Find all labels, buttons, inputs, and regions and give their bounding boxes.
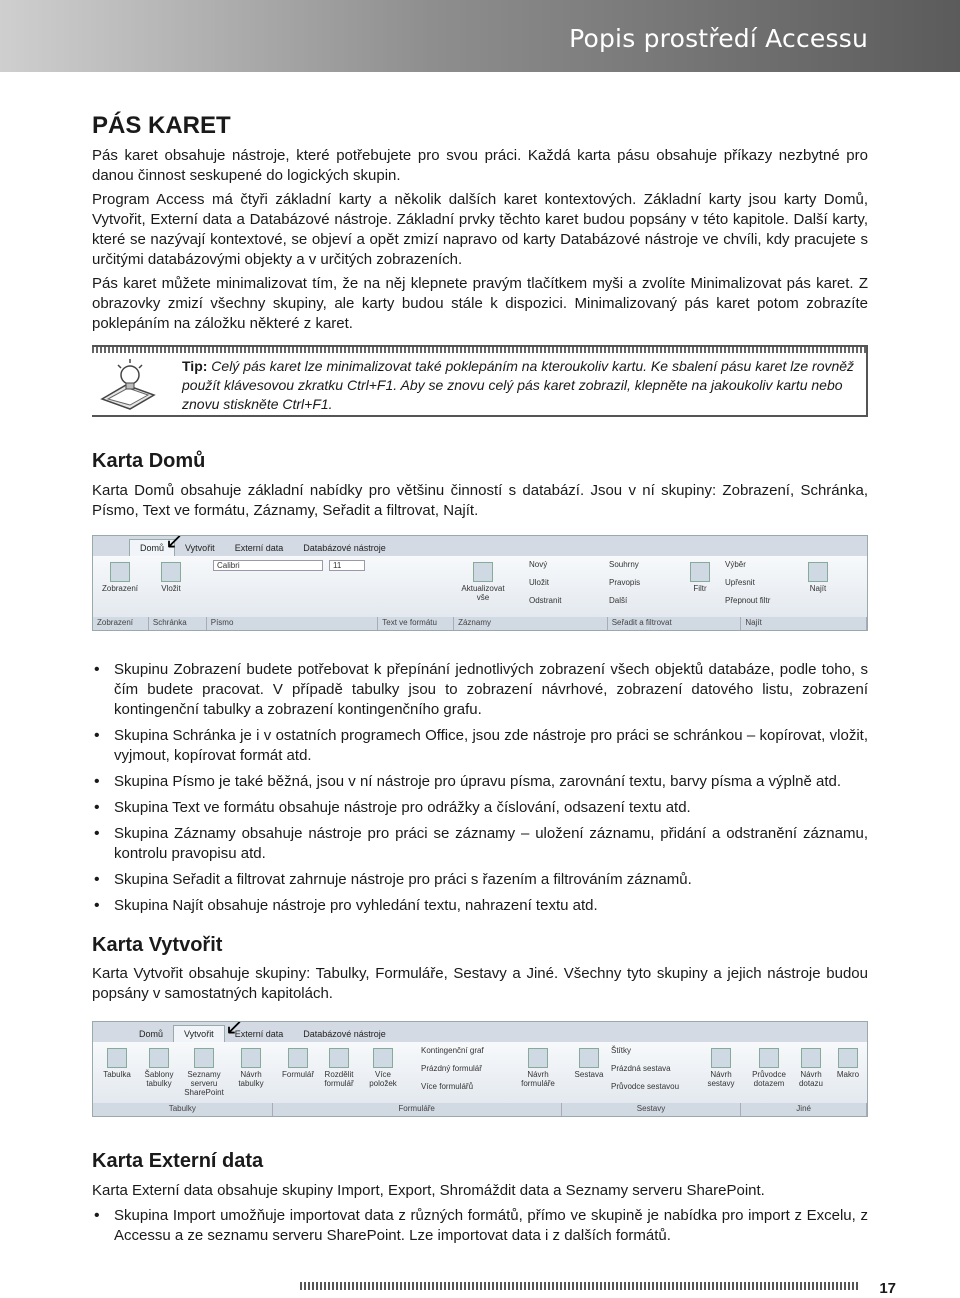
aktualizovat-button[interactable] — [455, 562, 511, 602]
vyber-button[interactable]: Výběr — [725, 560, 746, 569]
font-size-select[interactable]: 11 — [329, 560, 365, 571]
lightbulb-book-icon — [98, 355, 158, 411]
pruvodce-dotazem-label: Průvodce dotazem — [752, 1070, 786, 1088]
page-number: 17 — [879, 1280, 896, 1297]
tabulka-button[interactable] — [97, 1048, 137, 1079]
sablony-tabulky-button[interactable] — [139, 1048, 179, 1088]
paragraph-1: Pás karet obsahuje nástroje, které potřebujete pro svou práci. Každá karta pásu obsahuje příkazy nezbytné pro danou činnost seskupené do logických skupin. — [92, 147, 868, 184]
formular-button[interactable] — [279, 1048, 317, 1079]
navrh-formulare-label: Návrh formuláře — [521, 1070, 555, 1088]
query-wizard-icon — [759, 1048, 779, 1068]
ribbon-vytvorit-groups — [93, 1103, 867, 1117]
ribbon-vytvorit — [92, 1021, 868, 1117]
paragraph-2: Program Access má čtyři základní karty a několik dalších karet kontextových. Základní karty jsou karty Domů, Vytvořit, Externí data a Databázové nástroje. Základní prvky těchto karet budou popsány v této kapitole. Další karty, které se nazývají kontextové, se objeví a opět zmizí napravo od karty Databázové nástroje ve chvíli, kdy pracujete s určitými databázovými objekty a v určitých zobrazeních. — [92, 191, 868, 268]
form-icon — [288, 1048, 308, 1068]
list-item: • Skupina Seřadit a filtrovat zahrnuje nástroje pro práci s řazením a filtrováním záznamů. — [92, 870, 868, 890]
heading-domu: Karta Domů — [92, 450, 206, 472]
multiple-items-icon — [373, 1048, 393, 1068]
tab-vytvorit[interactable]: Vytvořit — [173, 1025, 225, 1042]
kontingencni-graf-button[interactable]: Kontingenční graf — [421, 1046, 484, 1055]
filtr-label: Filtr — [693, 584, 707, 593]
tip-text — [182, 357, 860, 414]
tip-box — [92, 345, 868, 417]
makro-button[interactable] — [831, 1048, 865, 1079]
list-item: • Skupina Text ve formátu obsahuje nástroje pro odrážky a číslování, odsazení textu atd. — [92, 798, 868, 818]
list-item: • Skupina Schránka je i v ostatních programech Office, jsou zde nástroje pro práci se schránkou – kopírovat, vložit, vyjmout, kopírovat formát atd. — [92, 726, 868, 766]
tab-databazove-nastroje[interactable]: Databázové nástroje — [303, 543, 386, 553]
footer-line — [300, 1282, 860, 1290]
binoculars-icon — [808, 562, 828, 582]
vice-polozek-label: Více položek — [369, 1070, 397, 1088]
section-title: PÁS KARET — [92, 112, 231, 139]
vytvorit-intro: Karta Vytvořit obsahuje skupiny: Tabulky, Formuláře, Sestavy a Jiné. Všechny tyto skupiny a jejich nástroje budou popsány v samostatných kapitolách. — [92, 965, 868, 1002]
souhrny-button[interactable]: Souhrny — [609, 560, 639, 569]
prazdna-sestava-button[interactable]: Prázdná sestava — [611, 1064, 671, 1073]
filter-icon — [690, 562, 710, 582]
domu-bullets — [92, 660, 868, 922]
zobrazeni-label: Zobrazení — [101, 584, 139, 593]
tab-externi-data[interactable]: Externí data — [234, 1029, 284, 1039]
vice-polozek-button[interactable] — [363, 1048, 403, 1088]
form-design-icon — [528, 1048, 548, 1068]
rozdelit-formular-button[interactable] — [319, 1048, 359, 1088]
sestava-button[interactable] — [571, 1048, 607, 1079]
externi-intro: Karta Externí data obsahuje skupiny Import, Export, Shromáždit data a Seznamy serveru SharePoint. — [92, 1182, 765, 1199]
group-text-ve-formatu: Text ve formátu — [378, 617, 454, 631]
seznamy-label: Seznamy serveru SharePoint — [184, 1070, 224, 1097]
najit-label: Najít — [809, 584, 827, 593]
chapter-title: Popis prostředí Accessu — [569, 24, 868, 53]
pruvodce-dotazem-button[interactable] — [749, 1048, 789, 1088]
ulozit-button[interactable]: Uložit — [529, 578, 550, 587]
ribbon-vytvorit-body — [93, 1042, 867, 1117]
navrh-sestavy-label: Návrh sestavy — [707, 1070, 735, 1088]
ribbon-domu-tabs — [93, 536, 867, 556]
sharepoint-icon — [194, 1048, 214, 1068]
list-item: • Skupina Najít obsahuje nástroje pro vyhledání textu, nahrazení textu atd. — [92, 896, 868, 916]
tab-externi-data[interactable]: Externí data — [234, 543, 284, 553]
navrh-tabulky-button[interactable] — [231, 1048, 271, 1088]
seznamy-sharepoint-button[interactable] — [181, 1048, 227, 1097]
font-name-select[interactable]: Calibri — [213, 560, 323, 571]
stitky-button[interactable]: Štítky — [611, 1046, 632, 1055]
report-design-icon — [711, 1048, 731, 1068]
sablony-label: Šablony tabulky — [144, 1070, 174, 1088]
tab-vytvorit[interactable]: Vytvořit — [185, 543, 215, 553]
list-item: • Skupina Písmo je také běžná, jsou v ní nástroje pro úpravu písma, zarovnání textu, barvy písma a výplně atd. — [92, 772, 868, 792]
najit-button[interactable] — [801, 562, 835, 593]
group-seradit-filtrovat: Seřadit a filtrovat — [608, 617, 742, 631]
split-form-icon — [329, 1048, 349, 1068]
header-bar — [0, 0, 960, 72]
table-design-icon — [241, 1048, 261, 1068]
formular-label: Formulář — [281, 1070, 314, 1079]
vice-formularu-button[interactable]: Více formulářů — [421, 1082, 474, 1091]
filtr-button[interactable] — [683, 562, 717, 593]
upresnit-button[interactable]: Upřesnit — [725, 578, 755, 587]
group-jine: Jiné — [741, 1103, 867, 1117]
tab-databazove-nastroje[interactable]: Databázové nástroje — [303, 1029, 386, 1039]
tip-label: Tip: — [182, 358, 208, 374]
vlozit-button[interactable] — [151, 562, 191, 593]
group-najit: Najít — [741, 617, 867, 631]
pointer-arrow-icon: ↙ — [225, 1021, 244, 1039]
tab-domu[interactable]: Domů — [139, 1029, 164, 1039]
ribbon-domu-groups — [93, 617, 867, 631]
pointer-arrow-icon: ↙ — [165, 535, 184, 553]
refresh-icon — [473, 562, 493, 582]
aktualizovat-label: Aktualizovat vše — [461, 584, 505, 602]
odstranit-button[interactable]: Odstranit — [529, 596, 562, 605]
sestava-label: Sestava — [574, 1070, 604, 1079]
paragraph-3: Pás karet můžete minimalizovat tím, že na něj klepnete pravým tlačítkem myši a zvolíte Minimalizovat pás karet. Z obrazovky zmizí všechny skupiny, ale karty budou stále k dispozici. Minimalizovaný pás karet potom zobrazíte poklepáním na záložku některé z karet. — [92, 275, 868, 332]
tip-bar — [92, 347, 866, 353]
rozdelit-label: Rozdělit formulář — [324, 1070, 354, 1088]
ribbon-domu-body — [93, 556, 867, 631]
navrh-dotazu-label: Návrh dotazu — [798, 1070, 824, 1088]
paste-icon — [161, 562, 181, 582]
group-tabulky: Tabulky — [93, 1103, 273, 1117]
heading-externi-data: Karta Externí data — [92, 1150, 264, 1172]
tip-body: Celý pás karet lze minimalizovat také poklepáním na kteroukoliv kartu. Ke sbalení pásu karet lze rovněž použít klávesovou zkratku Ctrl+F1. Aby se znovu celý pás karet zobrazil, klepněte na jakoukoliv kartu nebo znovu stiskněte Ctrl+F1. — [182, 358, 855, 412]
report-icon — [579, 1048, 599, 1068]
list-item: • Skupina Záznamy obsahuje nástroje pro práci se záznamy – uložení záznamu, přidání a odstranění záznamu, kontrolu pravopisu atd. — [92, 824, 868, 864]
list-item: • Skupinu Zobrazení budete potřebovat k přepínání jednotlivých zobrazení všech objektů databáze, podle toho, s čím budete pracovat. V případě tabulky jsou to zobrazení návrhové, zobrazení datového listu, zobrazení kontingenční tabulky a zobrazení kontingenčního grafu. — [92, 660, 868, 720]
prepnout-filtr-button[interactable]: Přepnout filtr — [725, 596, 771, 605]
group-zobrazeni: Zobrazení — [93, 617, 149, 631]
makro-label: Makro — [836, 1070, 860, 1079]
group-pismo: Písmo — [207, 617, 379, 631]
vlozit-label: Vložit — [161, 584, 181, 593]
domu-intro: Karta Domů obsahuje základní nabídky pro většinu činností s databází. Jsou v ní skupiny: Zobrazení, Schránka, Písmo, Text ve formátu, Záznamy, Seřadit a filtrovat, Najít. — [92, 482, 868, 519]
table-icon — [107, 1048, 127, 1068]
pravopis-button[interactable]: Pravopis — [609, 578, 641, 587]
prazdny-formular-button[interactable]: Prázdný formulář — [421, 1064, 482, 1073]
zobrazeni-button[interactable] — [97, 562, 143, 593]
list-item: • Skupina Import umožňuje importovat data z různých formátů, přímo ve skupině je nabídka pro import z Excelu, z Accessu a ze seznamu serveru SharePoint. Lze importovat data i z dalších formátů. — [92, 1206, 868, 1246]
query-design-icon — [801, 1048, 821, 1068]
navrh-sestavy-button[interactable] — [703, 1048, 739, 1088]
group-schranka: Schránka — [149, 617, 207, 631]
navrh-dotazu-button[interactable] — [793, 1048, 829, 1088]
tab-domu[interactable]: Domů — [129, 539, 175, 556]
navrh-formulare-button[interactable] — [515, 1048, 561, 1088]
group-sestavy: Sestavy — [562, 1103, 742, 1117]
navrh-tabulky-label: Návrh tabulky — [238, 1070, 264, 1088]
ribbon-domu — [92, 535, 868, 631]
externi-bullets — [92, 1206, 868, 1252]
novy-button[interactable]: Nový — [529, 560, 548, 569]
pruvodce-sestavou-button[interactable]: Průvodce sestavou — [611, 1082, 680, 1091]
ribbon-vytvorit-tabs — [93, 1022, 867, 1042]
view-icon — [110, 562, 130, 582]
table-template-icon — [149, 1048, 169, 1068]
group-zaznamy: Záznamy — [454, 617, 608, 631]
dalsi-button[interactable]: Další — [609, 596, 628, 605]
heading-vytvorit: Karta Vytvořit — [92, 934, 223, 956]
tabulka-label: Tabulka — [103, 1070, 131, 1079]
macro-icon — [838, 1048, 858, 1068]
group-formulare: Formuláře — [273, 1103, 562, 1117]
